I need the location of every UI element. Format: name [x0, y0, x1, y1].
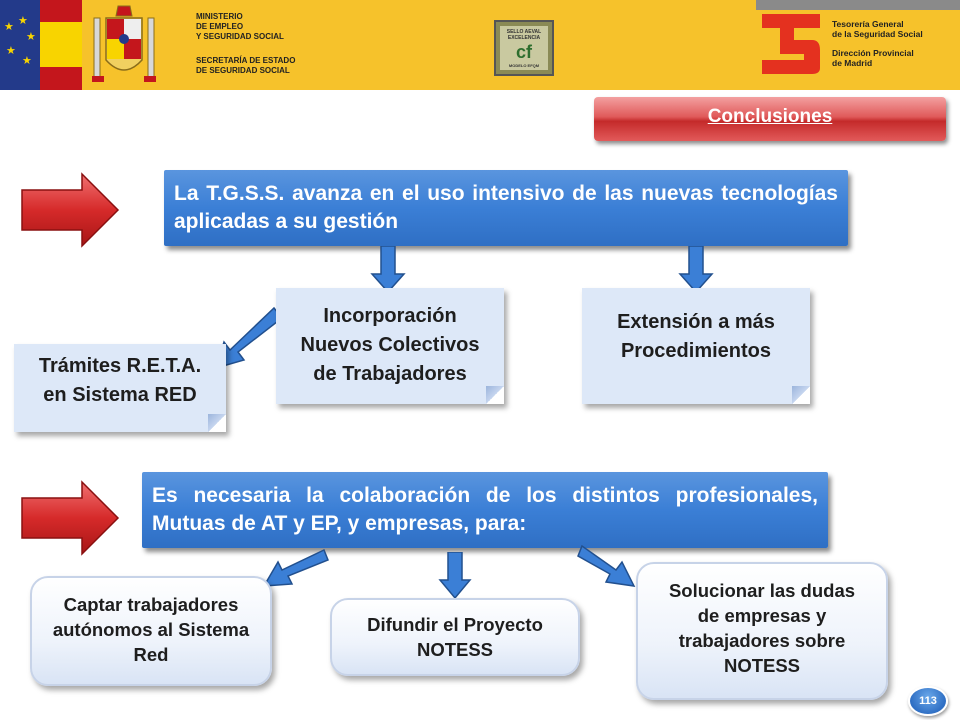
statement-box-tgss [164, 170, 848, 246]
tgss-name: Tesorería General de la Seguridad Social [832, 19, 923, 39]
secretaria-name: SECRETARÍA DE ESTADO DE SEGURIDAD SOCIAL [196, 56, 296, 75]
tgss-logo-icon [754, 10, 824, 78]
conclusiones-button[interactable] [594, 97, 946, 141]
note-incorporacion: Incorporación Nuevos Colectivos de Trabajadores [276, 288, 504, 404]
statement-box-collaboration [142, 472, 828, 548]
box-solucionar: Solucionar las dudas de empresas y trabajadores sobre NOTESS [636, 562, 888, 700]
red-arrow-icon [18, 478, 124, 558]
note-extension: Extensión a más Procedimientos [582, 288, 810, 404]
efqm-seal-logo: SELLO AEVAL EXCELENCIA cf MODELO EFQM [494, 20, 554, 76]
down-arrow-icon [370, 246, 406, 294]
box-difundir: Difundir el Proyecto NOTESS [330, 598, 580, 676]
down-arrow-icon [678, 246, 714, 294]
coat-of-arms-icon [88, 2, 160, 88]
box-captar: Captar trabajadores autónomos al Sistema Red [30, 576, 272, 686]
seal-mark-icon: cf [515, 42, 532, 62]
eu-spain-flag: ★ ★ ★ ★ ★ [0, 0, 82, 90]
page-number-badge: 113 [908, 686, 948, 716]
header-grey-strip [756, 0, 960, 10]
diagonal-arrow-icon [576, 544, 638, 590]
conclusiones-label: Conclusiones [707, 106, 833, 127]
note-tramites: Trámites R.E.T.A. en Sistema RED [14, 344, 226, 432]
red-arrow-icon [18, 170, 124, 250]
ministry-name: MINISTERIO DE EMPLEO Y SEGURIDAD SOCIAL [196, 12, 284, 41]
statement-text: Es necesaria la colaboración de los distintos profesionales, Mutuas de AT y EP, y empresas, para: [152, 484, 818, 535]
down-arrow-icon [438, 552, 472, 600]
statement-text: La T.G.S.S. avanza en el uso intensivo de las nuevas tecnologías aplicadas a su gestión [174, 182, 838, 233]
header-bar [0, 0, 960, 90]
provincial-office-name: Dirección Provincial de Madrid [832, 48, 914, 68]
